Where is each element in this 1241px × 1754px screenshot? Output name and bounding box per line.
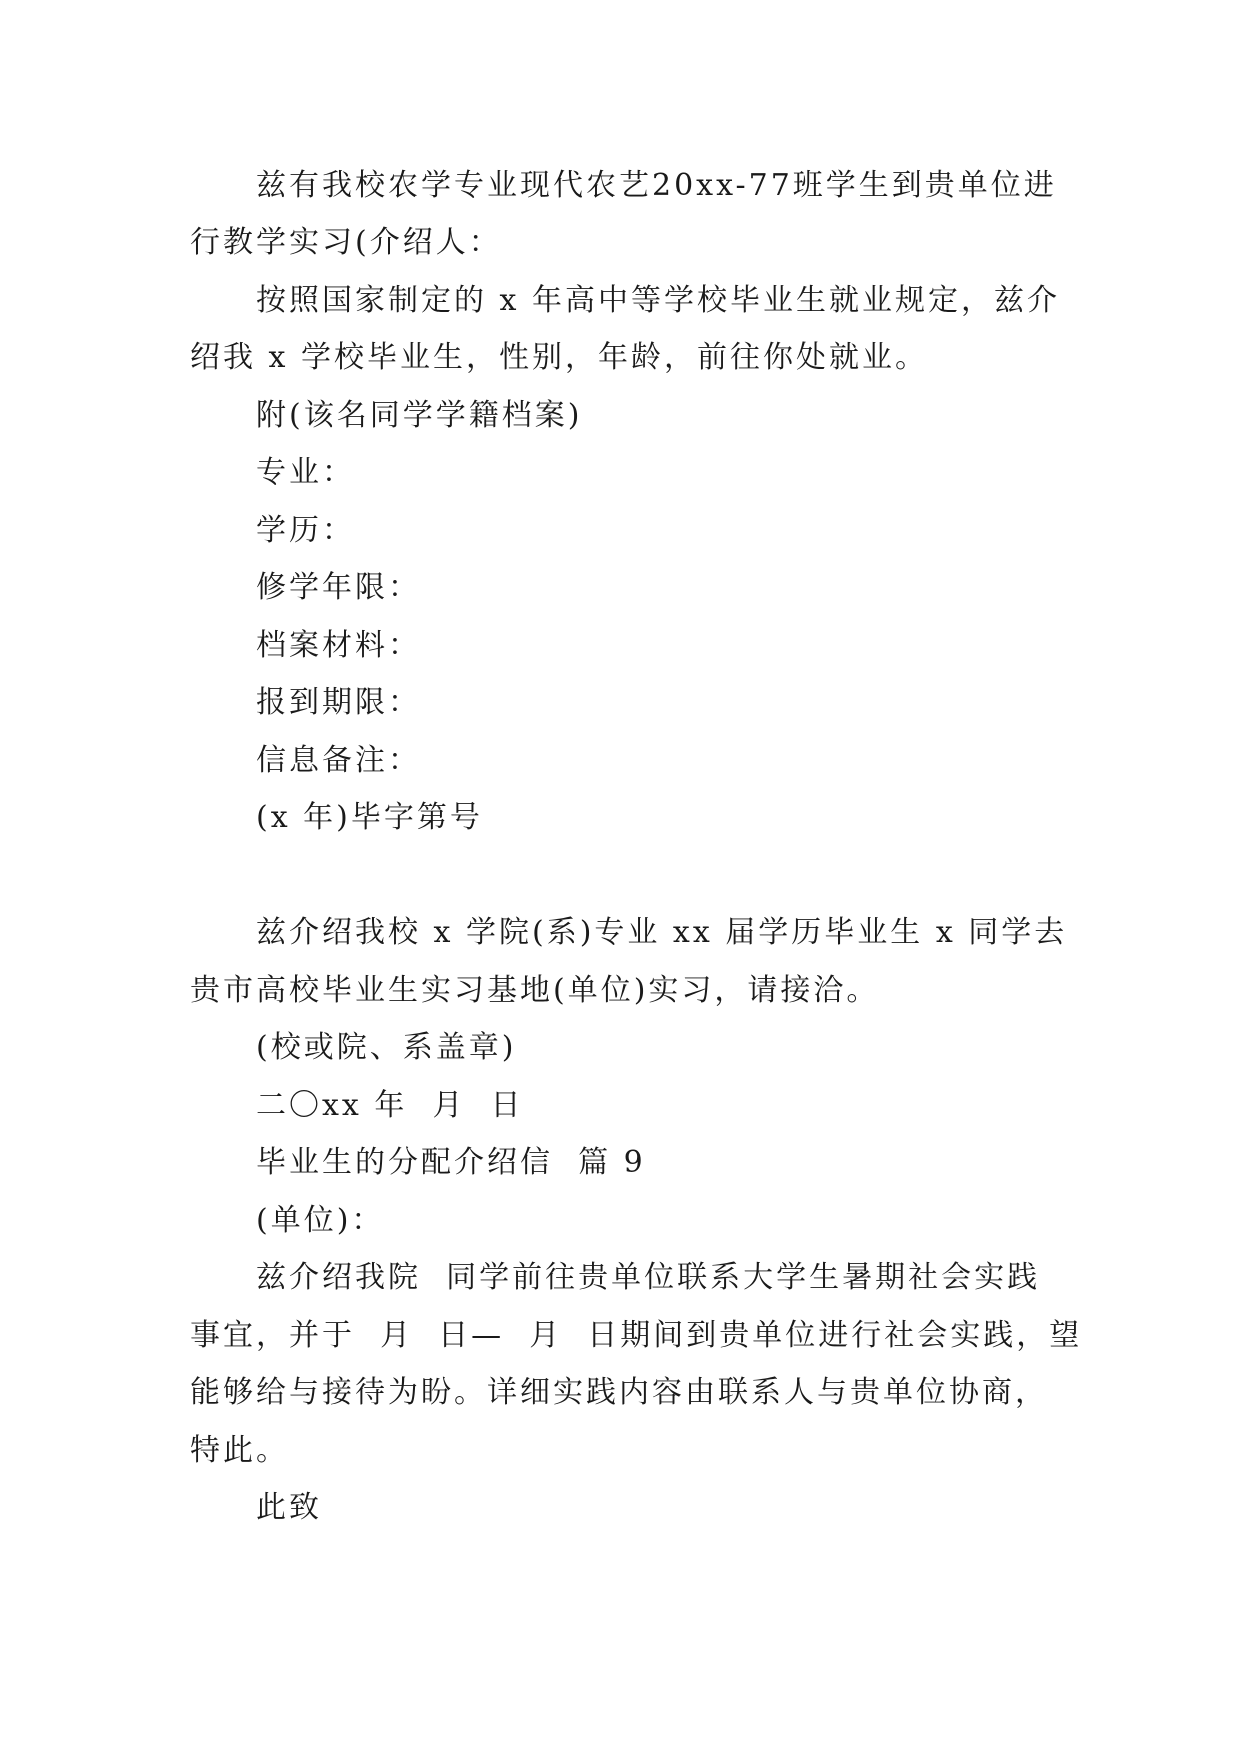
paragraph-line: 附(该名同学学籍档案) (256, 398, 583, 433)
paragraph-line: 兹介绍我院 同学前往贵单位联系大学生暑期社会实践 (256, 1260, 1041, 1295)
paragraph-line: 兹有我校农学专业现代农艺20xx-77班学生到贵单位进 (256, 168, 1057, 203)
paragraph-line: 贵市高校毕业生实习基地(单位)实习，请接洽。 (190, 973, 880, 1008)
paragraph-line: 绍我 x 学校毕业生，性别，年龄，前往你处就业。 (190, 340, 928, 375)
paragraph-line: 特此。 (190, 1433, 289, 1468)
paragraph-line: 兹介绍我校 x 学院(系)专业 xx 届学历毕业生 x 同学去 (256, 915, 1068, 950)
paragraph-line: 事宜，并于 月 日— 月 日期间到贵单位进行社会实践，望 (190, 1318, 1083, 1353)
paragraph-line: 能够给与接待为盼。详细实践内容由联系人与贵单位协商， (190, 1375, 1048, 1410)
field-label: 档案材料： (256, 628, 421, 663)
field-label: 学历： (256, 513, 355, 548)
closing-line: 此致 (256, 1490, 322, 1525)
date-line: 二〇xx 年 月 日 (256, 1088, 524, 1123)
paragraph-line: 行教学实习(介绍人： (190, 225, 502, 260)
field-label: 修学年限： (256, 570, 421, 605)
seal-note: (校或院、系盖章) (256, 1030, 517, 1065)
reference-number: (x 年)毕字第号 (256, 800, 483, 835)
section-title: 毕业生的分配介绍信 篇 9 (256, 1145, 646, 1180)
field-label: 信息备注： (256, 743, 421, 778)
recipient-line: (单位)： (256, 1203, 385, 1238)
field-label: 专业： (256, 455, 355, 490)
field-label: 报到期限： (256, 685, 421, 720)
paragraph-line: 按照国家制定的 x 年高中等学校毕业生就业规定，兹介 (256, 283, 1060, 318)
